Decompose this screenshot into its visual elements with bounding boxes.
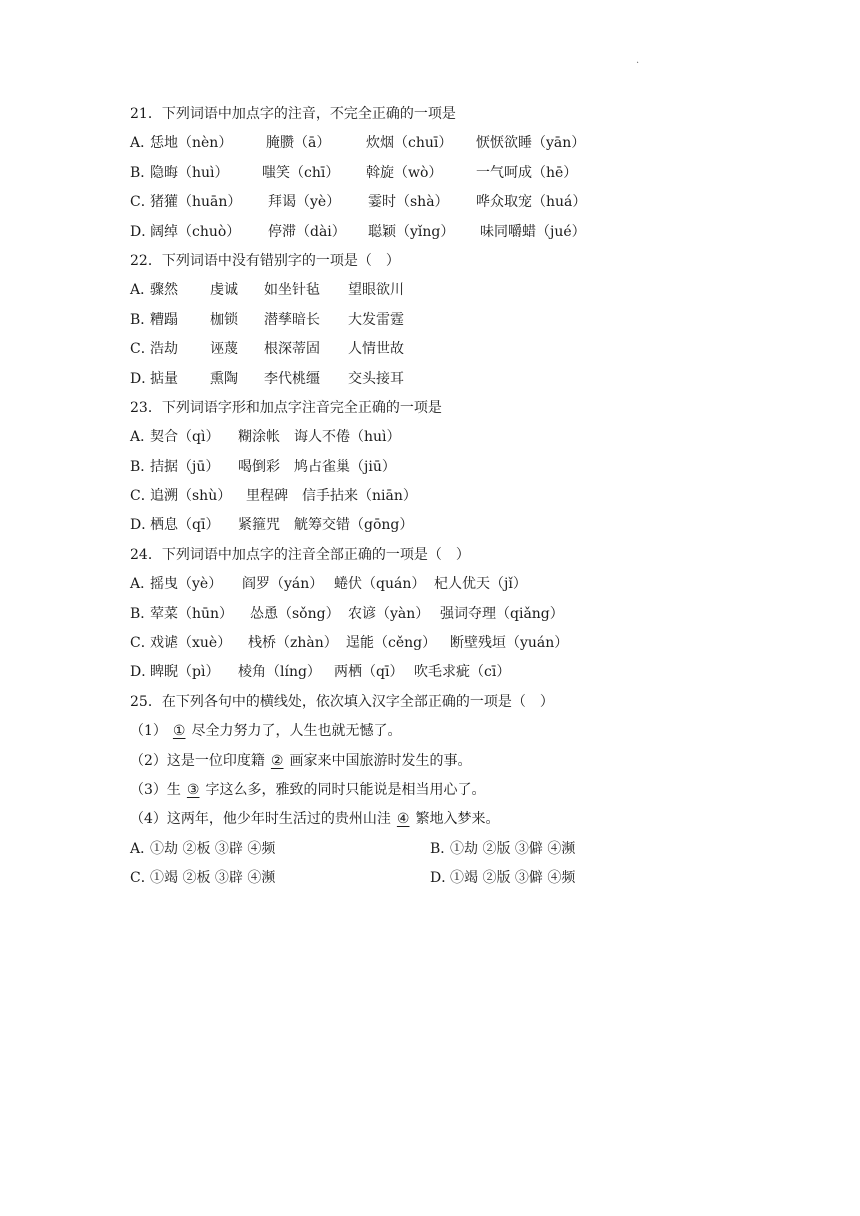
option-item: 交头接耳 [348,370,404,387]
option-letter: A． [130,282,155,299]
option-row [130,276,730,305]
option-item: 强词夺理（qiǎng） [440,605,564,622]
option-row [130,570,730,599]
option-letter: C． [130,194,155,211]
option-item: 嗤笑（chī） [262,164,340,181]
option-item: 睥睨（pì） [150,664,220,681]
option-item: 棱角（líng） [238,664,321,681]
option-item: 人情世故 [348,341,404,358]
sentence-suffix: 尽全力努力了，人生也就无憾了。 [191,723,402,740]
sentence-suffix: 繁地入梦来。 [415,811,500,828]
option-item: 栈桥（zhàn） [248,635,338,652]
option-item: 浩劫 [150,341,178,358]
option-item: 霎时（shà） [368,194,449,211]
option-text: ①劫 ②板 ③辟 ④频 [150,840,276,857]
option-row [130,658,730,687]
option-item: 拜谒（yè） [268,194,341,211]
option-letter: D． [130,370,156,387]
option-item: 荤菜（hūn） [150,605,234,622]
sentence-prefix: （2）这是一位印度籍 [130,752,265,769]
option-row [130,423,730,452]
option-letter: A． [130,576,155,593]
sentence-prefix: （4）这两年，他少年时生活过的贵州山洼 [130,811,391,828]
option-item: 农谚（yàn） [348,605,430,622]
option-item: 炊烟（chuī） [366,135,453,152]
option-item: 虔诚 [210,282,238,299]
option-item: 一气呵成（hē） [476,164,578,181]
option-letter: B． [130,605,155,622]
option-letter: C． [130,488,155,505]
option-item: 栖息（qī） [150,517,220,534]
option-letter: D． [130,223,156,240]
option-text: ①竭 ②版 ③僻 ④频 [450,870,576,887]
option-item: 聪颖（yǐng） [368,223,455,240]
option-row [130,629,730,658]
option-item: 两栖（qī） [334,664,404,681]
option-row [130,482,730,511]
option-item: 糊涂帐 [238,429,280,446]
option-item: 恁地（nèn） [150,135,233,152]
option-item: 里程碑 [246,488,288,505]
question-stem: 24．下列词语中加点字的注音全部正确的一项是（ ） [130,546,470,563]
option-row [130,453,730,482]
option-item: 根深蒂固 [264,341,320,358]
option-letter: D． [130,517,156,534]
sentence-prefix: （1） [130,723,167,740]
option-item: 潜孳暗长 [264,311,320,328]
option-item: 阎罗（yán） [242,576,324,593]
option-item: 味同嚼蜡（jué） [480,223,586,240]
option-item: 诲人不倦（huì） [294,429,401,446]
option-row [130,835,730,864]
option-row [130,188,730,217]
option-item: 追溯（shù） [150,488,232,505]
option-text: ①竭 ②板 ③辟 ④濒 [150,870,276,887]
sentence-suffix: 字这么多，雅致的同时只能说是相当用心了。 [205,781,486,798]
option-letter: A． [130,429,155,446]
question-stem: 22．下列词语中没有错别字的一项是（ ） [130,252,400,269]
sentence-row [130,717,730,746]
option-row [130,335,730,364]
option-item: 糟蹋 [150,311,178,328]
option-row [130,600,730,629]
option-item: 契合（qì） [150,429,220,446]
fill-blank: ④ [396,811,410,828]
option-letter: D． [430,870,456,887]
option-letter: D． [130,664,156,681]
option-row [130,218,730,247]
option-item: 李代桃缰 [264,370,320,387]
option-item: 斡旋（wò） [366,164,443,181]
option-item: 阔绰（chuò） [150,223,241,240]
question-stem: 23．下列词语字形和加点字注音完全正确的一项是 [130,399,442,416]
option-letter: A． [130,840,155,857]
option-item: 哗众取宠（huá） [476,194,587,211]
sentence-row [130,747,730,776]
option-letter: B． [130,311,155,328]
option-item: 吹毛求疵（cī） [414,664,511,681]
option-item: 喝倒彩 [238,458,280,475]
option-a [130,835,430,864]
option-letter: B． [430,840,455,857]
option-item: 逞能（cěng） [346,635,437,652]
option-item: 断壁残垣（yuán） [450,635,569,652]
option-item: 腌臜（ā） [266,135,331,152]
option-d [430,864,730,893]
option-row [130,306,730,335]
fill-blank: ① [172,723,186,740]
sentence-row [130,805,730,834]
option-c [130,864,430,893]
sentence-prefix: （3）生 [130,781,181,798]
option-text: ①劫 ②版 ③僻 ④濒 [450,840,576,857]
option-item: 摇曳（yè） [150,576,223,593]
option-row [130,511,730,540]
option-row [130,159,730,188]
option-letter: C． [130,341,155,358]
option-b [430,835,730,864]
option-item: 拮据（jū） [150,458,220,475]
option-item: 紧箍咒 [238,517,280,534]
question-stem: 21．下列词语中加点字的注音，不完全正确的一项是 [130,106,456,122]
option-item: 恹恹欲睡（yān） [476,135,586,152]
option-row [130,129,730,158]
option-item: 戏谑（xuè） [150,635,232,652]
option-letter: B． [130,458,155,475]
option-letter: A． [130,135,155,152]
option-item: 蜷伏（quán） [334,576,426,593]
option-item: 掂量 [150,370,178,387]
option-item: 觥筹交错（gōng） [294,517,414,534]
option-item: 鸠占雀巢（jiū） [294,458,396,475]
option-letter: B． [130,164,155,181]
option-item: 诬蔑 [210,341,238,358]
option-item: 怂恿（sǒng） [250,605,340,622]
option-letter: C． [130,635,155,652]
question-list [130,100,730,894]
option-item: 猪獾（huān） [150,194,242,211]
option-item: 停滞（dài） [268,223,346,240]
option-item: 如坐针毡 [264,282,320,299]
option-item: 望眼欲川 [348,282,404,299]
sentence-suffix: 画家来中国旅游时发生的事。 [289,752,472,769]
option-item: 骤然 [150,282,178,299]
option-row [130,365,730,394]
option-item: 杞人优天（jǐ） [434,576,527,593]
option-item: 信手拈来（niān） [302,488,417,505]
option-item: 枷锁 [210,311,238,328]
question-stem: 25．在下列各句中的横线处，依次填入汉字全部正确的一项是（ ） [130,693,554,710]
option-letter: C． [130,870,155,887]
fill-blank: ③ [186,781,200,798]
option-row [130,864,730,893]
sentence-row [130,776,730,805]
page-mark: · [636,58,640,69]
fill-blank: ② [270,752,284,769]
option-item: 隐晦（huì） [150,164,229,181]
option-item: 大发雷霆 [348,311,404,328]
option-item: 熏陶 [210,370,238,387]
